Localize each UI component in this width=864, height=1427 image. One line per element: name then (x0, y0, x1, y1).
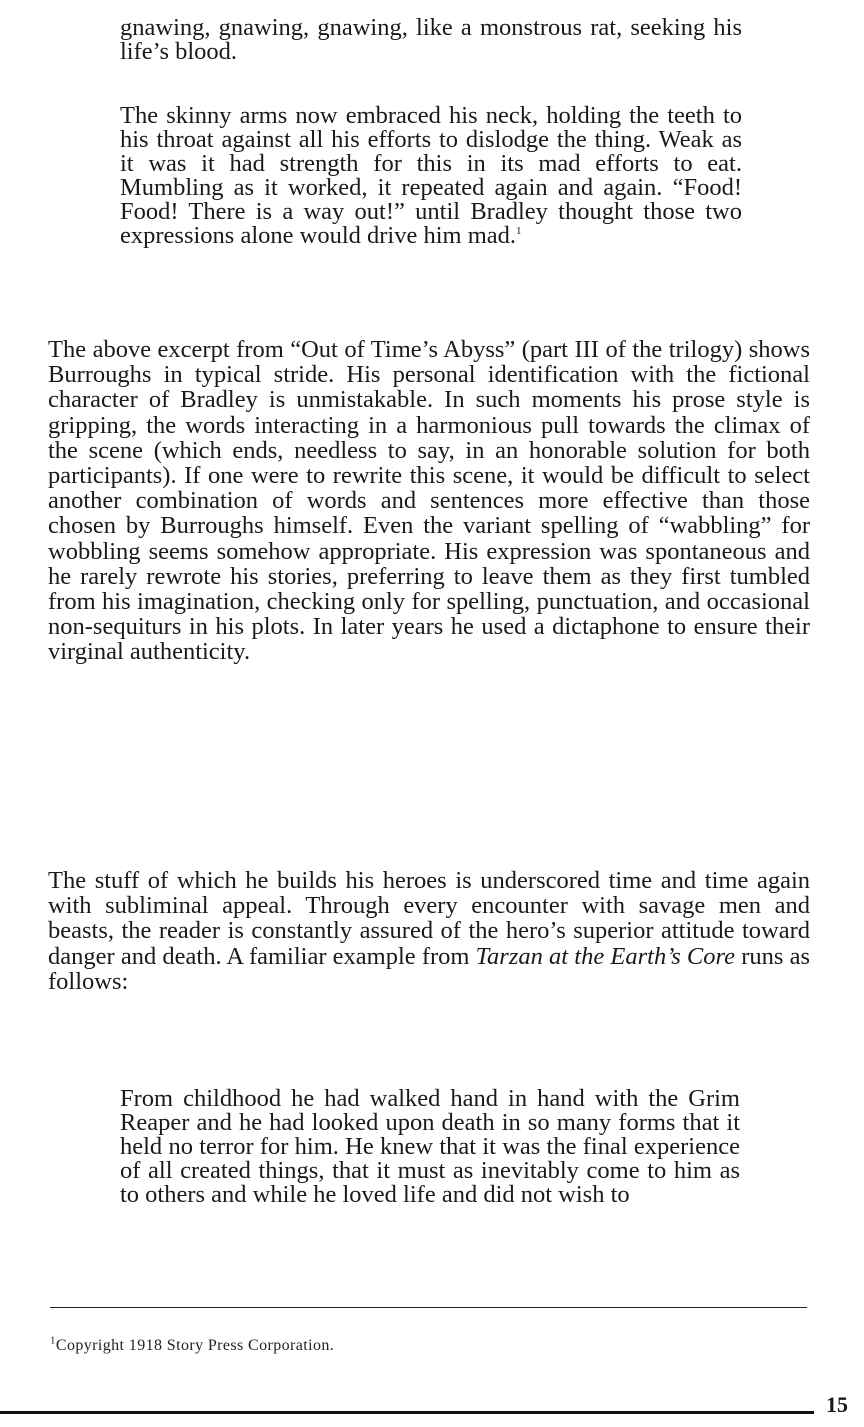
footnote-divider (50, 1307, 807, 1308)
quote-paragraph: The skinny arms now embraced his neck, holding the teeth to his throat against all his efforts to dislodge the thing. Weak as it was it had strength for this in its mad efforts to eat. Mumbling as it worked, it repeated again and again. “Food! Food! There is a way out!” until Bradley thought those two expressions alone would drive him mad.$^1$ (120, 102, 742, 249)
quote-continuation: gnawing, gnawing, gnawing, like a monstrous rat, seeking his life’s blood. (120, 14, 742, 65)
body-paragraph-2: The stuff of which he builds his heroes is underscored time and time again with subliminal appeal. Through every encounter with savage men and beasts, the reader is constantly assured of the hero’s superior attitude toward danger and death. A familiar example from Tarzan at the Earth’s Core runs as follows: (48, 867, 810, 995)
footnote: $^1$Copyright 1918 Story Press Corporation. (50, 1334, 335, 1354)
body-paragraph-1: The above excerpt from “Out of Time’s Abyss” (part III of the trilogy) shows Burroughs in typical stride. His personal identification with the fictional character of Bradley is unmistakable. In such moments his prose style is gripping, the words interacting in a harmonious pull towards the climax of the scene (which ends, needless to say, in an honorable solution for both participants). If one were to rewrite this scene, it would be difficult to select another combination of words and sentences more effective than those chosen by Burroughs himself. Even the variant spelling of “wabbling” for wobbling seems somehow appropriate. His expression was spontaneous and he rarely rewrote his stories, preferring to leave them as they first tumbled from his imagination, checking only for spelling, punctuation, and occasional non-sequiturs in his plots. In later years he used a dictaphone to ensure their virginal authenticity. (48, 336, 810, 666)
footnote-marker: 1 (50, 1334, 56, 1347)
book-title-italic: Tarzan at the Earth’s Core (475, 942, 736, 970)
footnote-reference: 1 (516, 224, 522, 237)
block-quote-tarzan: From childhood he had walked hand in hand with the Grim Reaper and he had looked upon death in so many forms that it held no terror for him. He knew that it was the final experience of all created things, that it must as inevitably come to him as to others and while he loved life and did not wish to (120, 1085, 740, 1208)
page-number: 15 (826, 1392, 848, 1417)
bottom-rule (0, 1411, 814, 1414)
